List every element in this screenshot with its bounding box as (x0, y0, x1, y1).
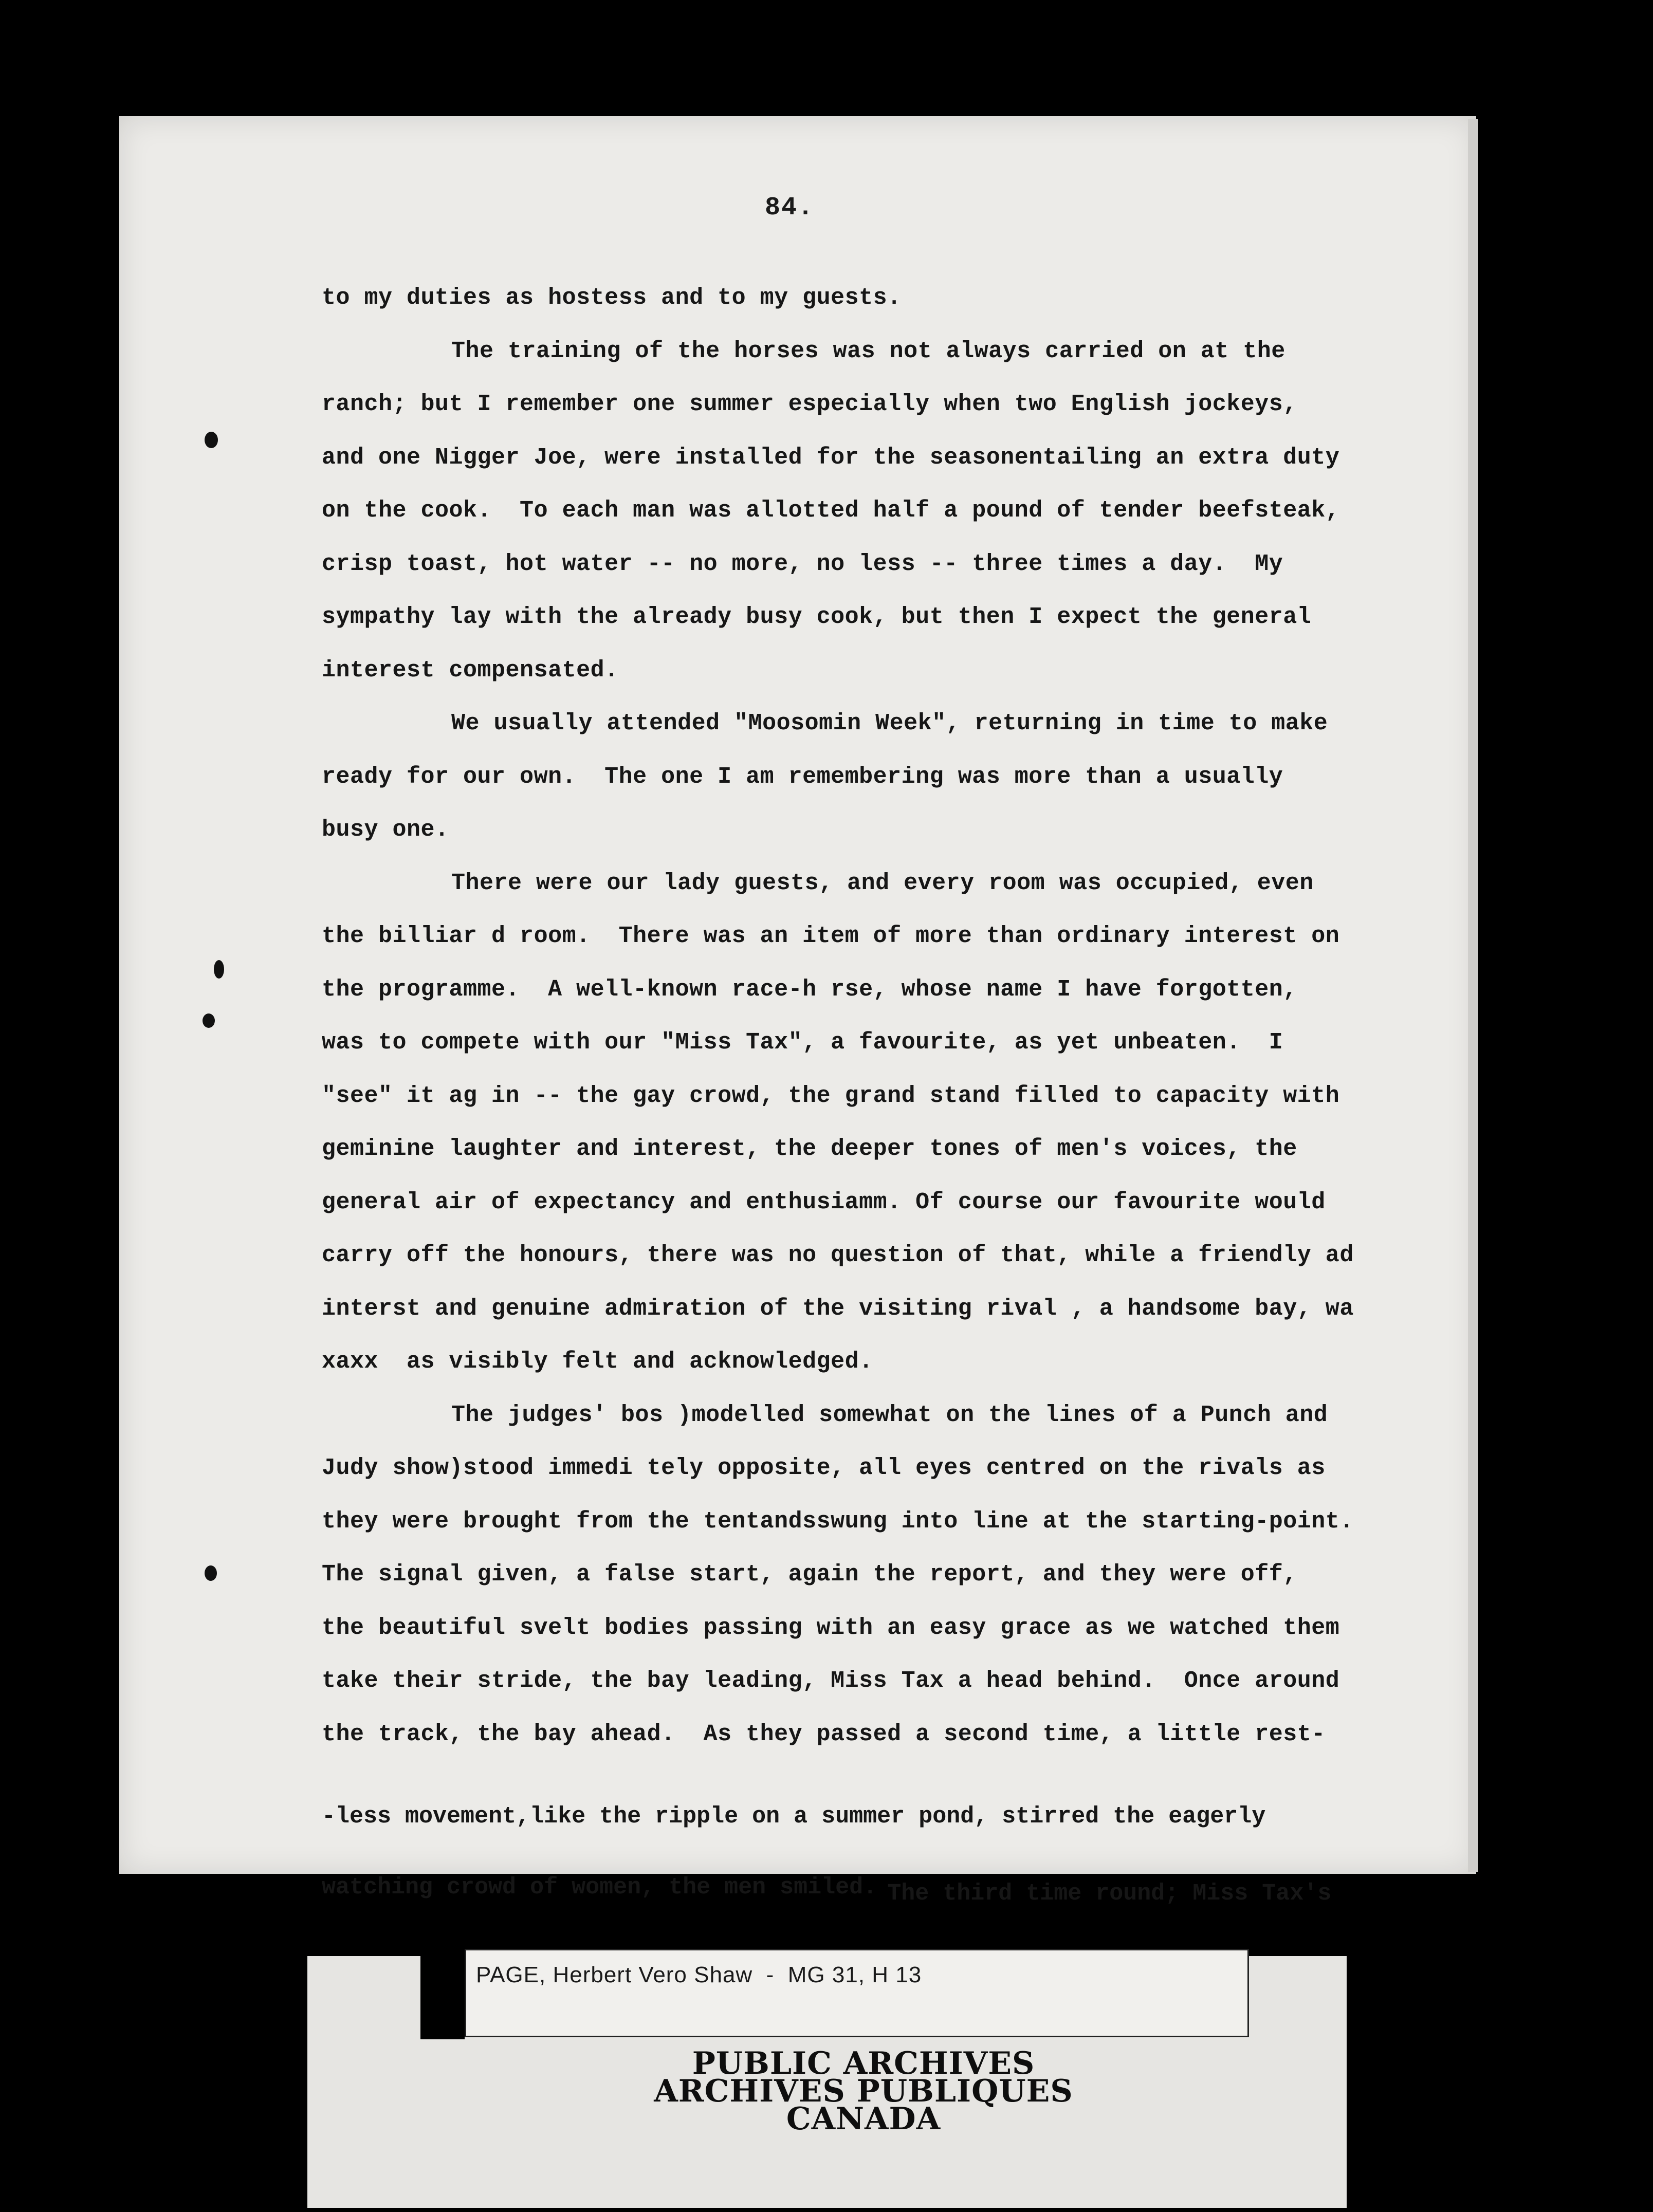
text-line: gemininе laughter and interest, the deeper tones of men's voices, the (322, 1136, 1297, 1162)
final-lines (322, 1758, 1331, 1923)
text-line: interest compensated. (322, 657, 619, 684)
text-line: take their stride, the bay leading, Miss Tax a head behind. Once around (322, 1668, 1340, 1694)
label-tab (420, 1944, 465, 2039)
final-line-b (322, 1874, 1332, 1907)
page-number: 84. (765, 193, 815, 223)
text-line: the programme. A well-known race-h rse, whose name I have forgotten, (322, 976, 1297, 1003)
text-line: There were our lady guests, and every room was occupied, even (451, 870, 1314, 896)
text-line: The judges' bos )modelled somewhat on the lines of a Punch and (451, 1402, 1328, 1428)
text-line: The training of the horses was not always carried on at the (451, 338, 1285, 364)
stamp-line-2: ARCHIVES PUBLIQUES (654, 2073, 1073, 2109)
typed-body-text (322, 271, 1478, 1761)
text-line: busy one. (322, 817, 449, 843)
text-line: the billiar d room. There was an item of more than ordinary interest on (322, 923, 1340, 949)
text-line: Judy show)stood immedi tely opposite, all eyes centred on the rivals as (322, 1455, 1326, 1481)
margin-speck (214, 960, 224, 979)
stamp-line-3: CANADA (786, 2101, 941, 2137)
text-line: the track, the bay ahead. As they passed a second time, a little rest- (322, 1721, 1326, 1747)
text-line: We usually attended "Moosomin Week", returning in time to make (451, 710, 1328, 736)
final-line-b-tail: The third time round; Miss Tax's (887, 1881, 1332, 1907)
text-line: xaxx as visibly felt and acknowledged. (322, 1349, 873, 1375)
text-line: was to compete with our "Miss Tax", a favourite, as yet unbeaten. I (322, 1029, 1283, 1056)
final-line-b-head: watching crowd of women, the men smiled. (322, 1874, 877, 1901)
archives-stamp (637, 2045, 1090, 2137)
final-line-a: -less movement,like the ripple on a summer pond, stirred the eagerly (322, 1803, 1266, 1830)
stamp-line-1: PUBLIC ARCHIVES (692, 2045, 1035, 2081)
margin-speck (205, 432, 218, 448)
text-line: "see" it ag in -- the gay crowd, the grand stand filled to capacity with (322, 1082, 1340, 1109)
text-line: the beautiful svelt bodies passing with an easy grace as we watched them (322, 1614, 1340, 1641)
manuscript-reference: PAGE, Herbert Vero Shaw - MG 31, H 13 (476, 1962, 922, 1987)
text-line: on the cook. To each man was allotted half a pound of tender beefsteak, (322, 497, 1340, 524)
text-line: crisp toast, hot water -- no more, no less -- three times a day. My (322, 550, 1283, 577)
text-line: interst and genuine admiration of the visiting rival , a handsome bay, wa (322, 1295, 1354, 1322)
text-line: ranch; but I remember one summer especially when two English jockeys, (322, 391, 1297, 417)
text-line: and one Nigger Joe, were installed for the seasonentailing an extra duty (322, 444, 1340, 471)
text-line: The signal given, a false start, again the report, and they were off, (322, 1561, 1297, 1588)
text-line: to my duties as hostess and to my guests. (322, 285, 902, 311)
text-line: ready for our own. The one I am remembering was more than a usually (322, 763, 1283, 790)
text-line: they were brought from the tentandsswung into line at the starting-point. (322, 1508, 1354, 1535)
text-line: carry off the honours, there was no question of that, while a friendly ad (322, 1242, 1354, 1268)
margin-speck (205, 1565, 217, 1581)
margin-speck (203, 1013, 215, 1028)
text-line: sympathy lay with the already busy cook, but then I expect the general (322, 604, 1312, 630)
text-line: general air of expectancy and enthusiamm. Of course our favourite would (322, 1189, 1326, 1215)
